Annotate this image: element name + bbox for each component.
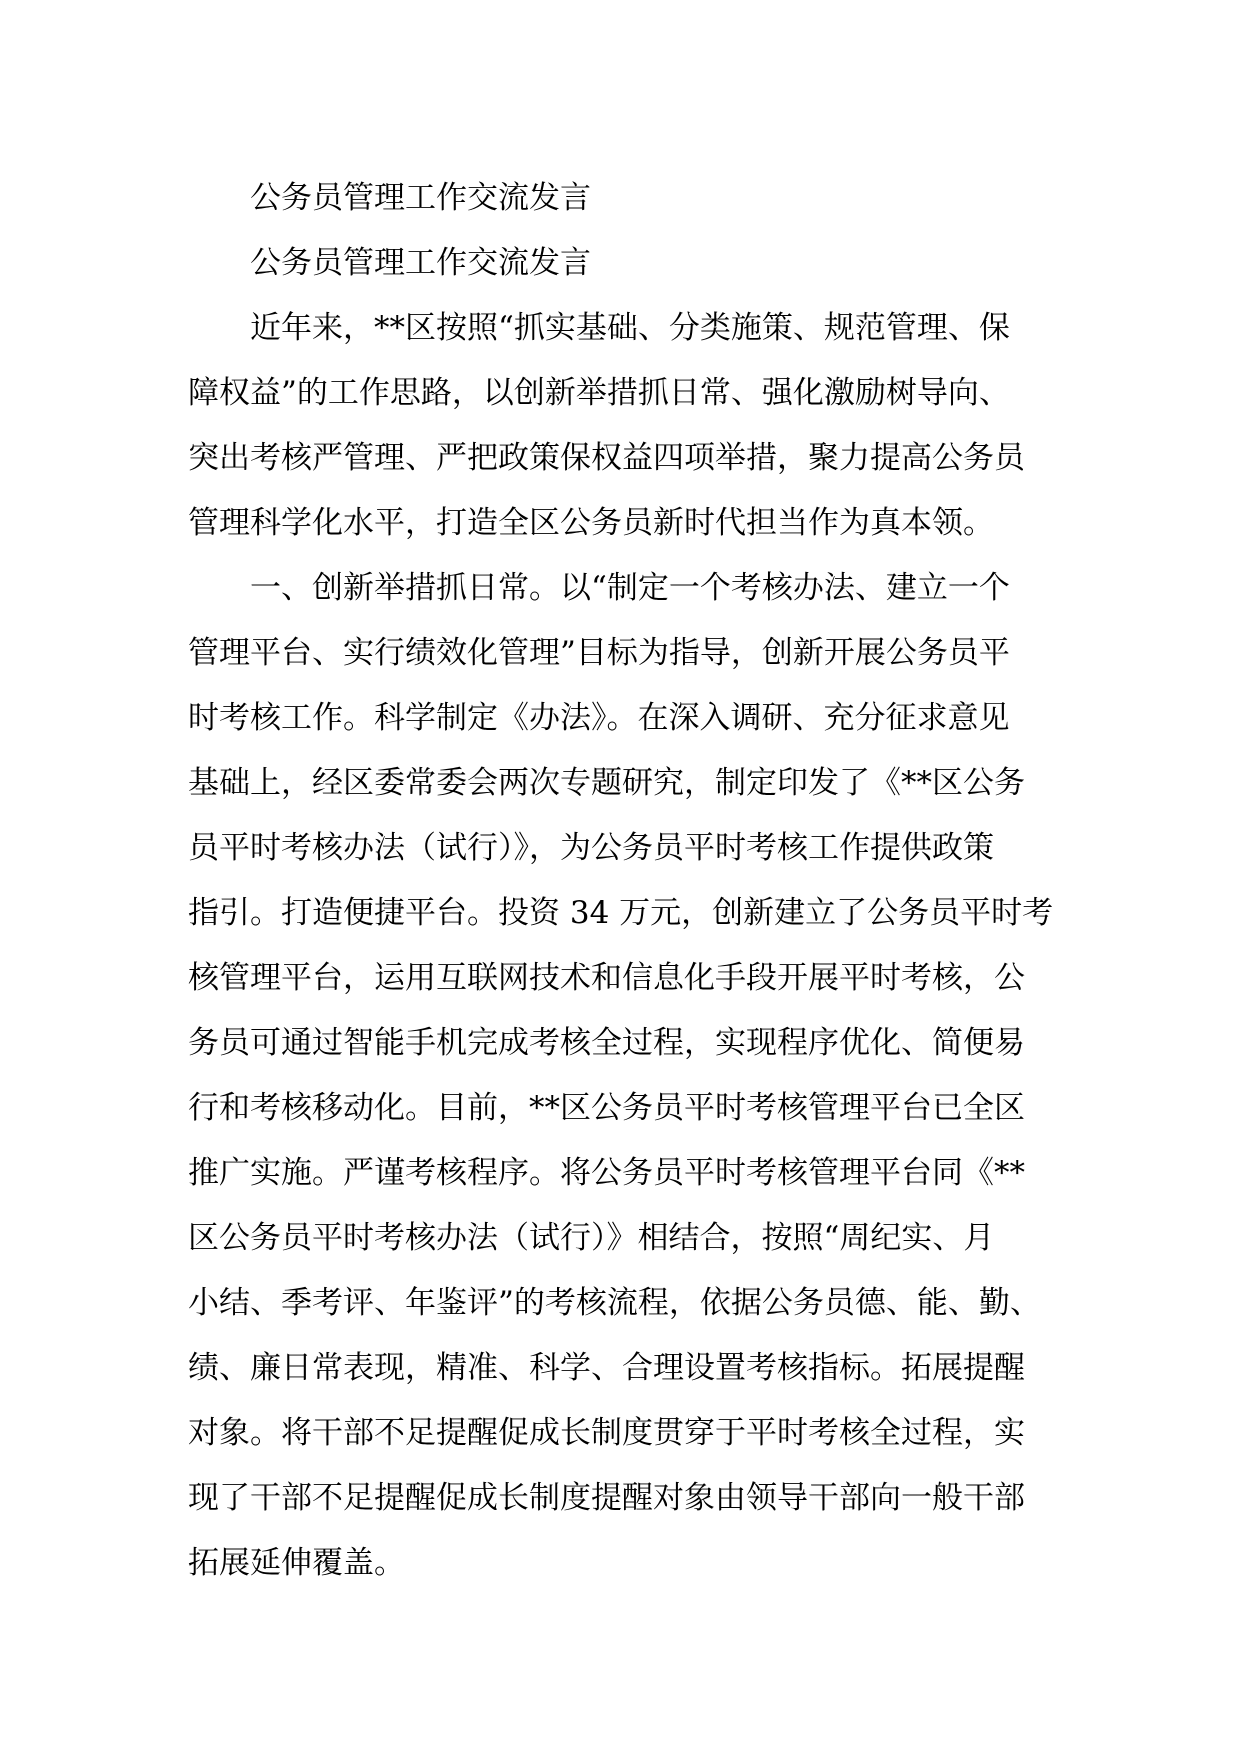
paragraph-2-line-15: 现了干部不足提醒促成长制度提醒对象由领导干部向一般干部 <box>188 1480 1025 1516</box>
paragraph-2-line-12: 小结、季考评、年鉴评”的考核流程，依据公务员德、能、勤、 <box>188 1285 1041 1321</box>
paragraph-2-line-1: 一、创新举措抓日常。以“制定一个考核办法、建立一个 <box>250 570 1010 606</box>
paragraph-2-line-6: 指引。打造便捷平台。投资 34 万元，创新建立了公务员平时考 <box>188 895 1054 931</box>
document-title: 公务员管理工作交流发言 <box>250 180 591 216</box>
paragraph-2-line-16: 拓展延伸覆盖。 <box>188 1545 405 1581</box>
paragraph-2-line-11: 区公务员平时考核办法（试行）》相结合，按照“周纪实、月 <box>188 1220 995 1256</box>
paragraph-1-line-4: 管理科学化水平，打造全区公务员新时代担当作为真本领。 <box>188 505 994 541</box>
document-body <box>188 166 1068 1596</box>
document-subtitle: 公务员管理工作交流发言 <box>250 245 591 281</box>
paragraph-2-line-2: 管理平台、实行绩效化管理”目标为指导，创新开展公务员平 <box>188 635 1010 671</box>
paragraph-2-line-8: 务员可通过智能手机完成考核全过程，实现程序优化、简便易 <box>188 1025 1025 1061</box>
paragraph-2-line-4: 基础上，经区委常委会两次专题研究，制定印发了《**区公务 <box>188 765 1025 801</box>
paragraph-2-line-14: 对象。将干部不足提醒促成长制度贯穿于平时考核全过程，实 <box>188 1415 1025 1451</box>
paragraph-1-line-2: 障权益”的工作思路，以创新举措抓日常、强化激励树导向、 <box>188 375 1010 411</box>
paragraph-2-line-7: 核管理平台，运用互联网技术和信息化手段开展平时考核，公 <box>188 960 1025 996</box>
paragraph-2-line-13: 绩、廉日常表现，精准、科学、合理设置考核指标。拓展提醒 <box>188 1350 1025 1386</box>
paragraph-1-line-3: 突出考核严管理、严把政策保权益四项举措，聚力提高公务员 <box>188 440 1025 476</box>
paragraph-2-line-5: 员平时考核办法（试行）》，为公务员平时考核工作提供政策 <box>188 830 994 866</box>
paragraph-2-line-9: 行和考核移动化。目前，**区公务员平时考核管理平台已全区 <box>188 1090 1025 1126</box>
paragraph-1-line-1: 近年来，**区按照“抓实基础、分类施策、规范管理、保 <box>250 310 1010 346</box>
paragraph-2-line-10: 推广实施。严谨考核程序。将公务员平时考核管理平台同《** <box>188 1155 1025 1191</box>
paragraph-2-line-3: 时考核工作。科学制定《办法》。在深入调研、充分征求意见 <box>188 700 1010 736</box>
